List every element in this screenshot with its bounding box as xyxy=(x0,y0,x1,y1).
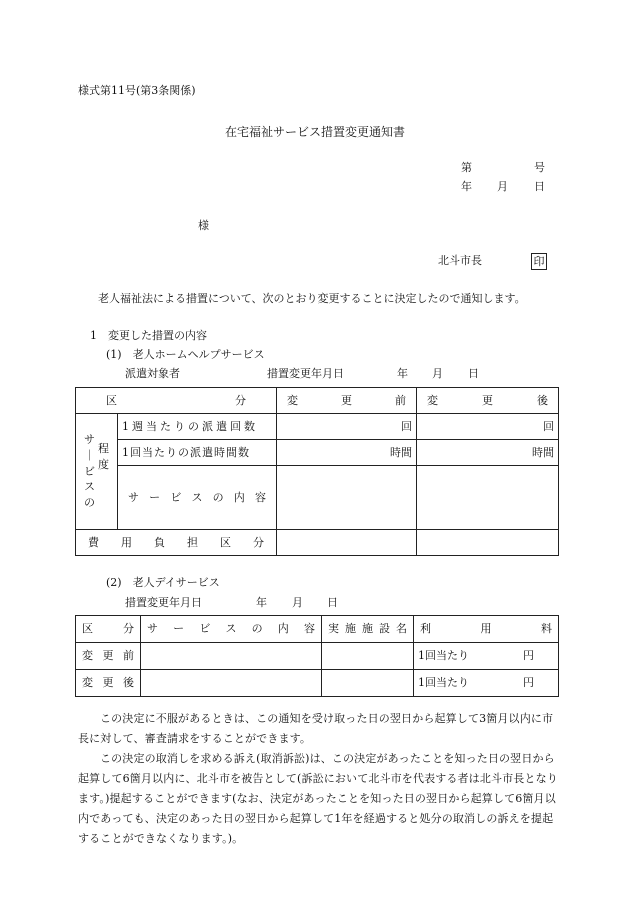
doc-no-go: 号 xyxy=(534,161,545,174)
dc-header-facility: 実 施 施 設 名 xyxy=(322,616,414,643)
dc-header-fee: 利 用 料 xyxy=(414,616,559,643)
dc-row-before-label: 変 更 前 xyxy=(76,643,141,670)
dc-after-fee: 1回当たり 円 xyxy=(414,670,559,697)
subsection1-heading: (1) 老人ホームヘルプサービス xyxy=(106,348,265,361)
service-degree-label: サ ｜ ビ ス の程 度 xyxy=(76,414,118,530)
dc-header-kubun: 区 分 xyxy=(76,616,141,643)
dc-before-fee: 1回当たり 円 xyxy=(414,643,559,670)
row-service-content-label: サ ー ビ ス の 内 容 xyxy=(118,466,277,530)
seal-mark: 印 xyxy=(531,253,547,270)
after-hours: 時間 xyxy=(417,440,559,466)
subsection2-heading: (2) 老人デイサービス xyxy=(106,576,220,589)
dc-header-content: サ ー ビ ス の 内 容 xyxy=(141,616,322,643)
daycare-change-year: 年 xyxy=(256,596,267,609)
row-weekly-count-label: 1週当たりの派遣回数 xyxy=(118,414,277,440)
change-year: 年 xyxy=(397,367,408,380)
dc-row-after-label: 変 更 後 xyxy=(76,670,141,697)
addressee-suffix: 様 xyxy=(198,219,209,232)
dc-after-content xyxy=(141,670,322,697)
date-month: 月 xyxy=(497,180,508,193)
intro-text: 老人福祉法による措置について、次のとおり変更することに決定したので通知します。 xyxy=(98,292,526,305)
dc-after-facility xyxy=(322,670,414,697)
row-cost-category-label: 費 用 負 担 区 分 xyxy=(76,530,277,556)
section-heading: 1 変更した措置の内容 xyxy=(90,329,207,342)
header-before: 変 更 前 xyxy=(277,388,417,414)
dispatch-target-label: 派遣対象者 xyxy=(125,367,180,380)
header-after: 変 更 後 xyxy=(417,388,559,414)
page-title: 在宅福祉サービス措置変更通知書 xyxy=(225,125,406,139)
issuer-name: 北斗市長 xyxy=(438,254,482,267)
daycare-change-day: 日 xyxy=(327,596,338,609)
homehelp-table xyxy=(75,387,559,556)
after-weekly-count: 回 xyxy=(417,414,559,440)
appeal-notice: この決定に不服があるときは、この通知を受け取った日の翌日から起算して3箇月以内に市長に対して、審査請求をすることができます。 xyxy=(78,712,554,745)
daycare-change-month: 月 xyxy=(292,596,303,609)
header-kubun: 区 分 xyxy=(76,388,277,414)
change-date-label: 措置変更年月日 xyxy=(267,367,344,380)
lawsuit-notice: この決定の取消しを求める訴え(取消訴訟)は、この決定があったことを知った日の翌日から起算して6箇月以内に、北斗市を被告として(訴訟において北斗市を代表する者は北斗市長となります。)提起することができます(なお、決定があったことを知った日の翌日から起算して6箇月以内であっても、決定のあった日の翌日から起算して1年を経過すると処分の取消しの訴えを提起することができなくなります。)。 xyxy=(78,752,558,845)
dc-before-facility xyxy=(322,643,414,670)
change-day: 日 xyxy=(468,367,479,380)
date-day: 日 xyxy=(534,180,545,193)
before-cost-category xyxy=(277,530,417,556)
form-number: 様式第11号(第3条関係) xyxy=(78,84,196,97)
after-cost-category xyxy=(417,530,559,556)
before-hours: 時間 xyxy=(277,440,417,466)
before-weekly-count: 回 xyxy=(277,414,417,440)
change-month: 月 xyxy=(432,367,443,380)
date-year: 年 xyxy=(461,180,472,193)
daycare-table xyxy=(75,615,559,697)
daycare-change-date-label: 措置変更年月日 xyxy=(125,596,202,609)
row-hours-label: 1回当たりの派遣時間数 xyxy=(118,440,277,466)
doc-no-dai: 第 xyxy=(461,161,472,174)
before-service-content xyxy=(277,466,417,530)
after-service-content xyxy=(417,466,559,530)
dc-before-content xyxy=(141,643,322,670)
